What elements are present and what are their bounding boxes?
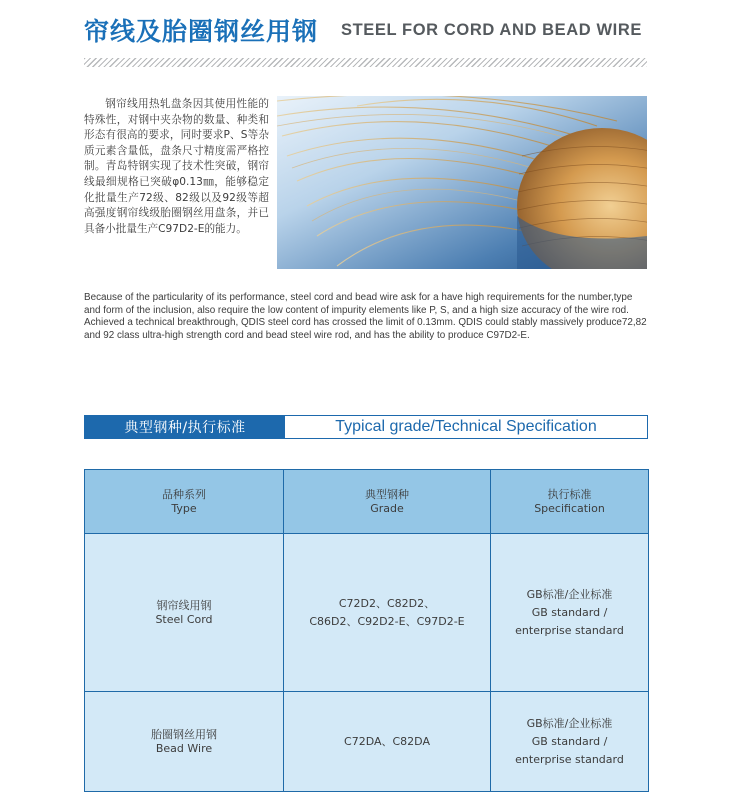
header-spec <box>491 470 649 534</box>
spec-line: GB standard / <box>531 734 608 748</box>
page-title-en: STEEL FOR CORD AND BEAD WIRE <box>341 21 642 39</box>
spec-cell <box>491 534 649 692</box>
grade-cell <box>284 692 491 792</box>
header-type <box>85 470 284 534</box>
header-grade-en: Grade <box>370 501 404 515</box>
header-grade <box>284 470 491 534</box>
grade-spec-table <box>84 469 649 792</box>
type-zh: 胎圈钢丝用钢 <box>151 727 217 741</box>
spec-line: enterprise standard <box>515 623 624 637</box>
section-heading-bar <box>84 415 648 439</box>
table-row <box>85 692 649 792</box>
grade-line: C86D2、C92D2-E、C97D2-E <box>309 614 465 628</box>
spec-line: GB标准/企业标准 <box>526 716 613 730</box>
header-spec-en: Specification <box>534 501 605 515</box>
grade-line: C72DA、C82DA <box>344 734 430 748</box>
type-en: Steel Cord <box>155 612 213 626</box>
grade-line: C72D2、C82D2、 <box>338 596 436 610</box>
spec-cell <box>491 692 649 792</box>
table-header-row <box>85 470 649 534</box>
spec-line: GB standard / <box>531 605 608 619</box>
table-row <box>85 534 649 692</box>
steel-wire-coil-photo <box>277 96 647 269</box>
type-cell <box>85 534 284 692</box>
hatched-divider <box>84 58 647 67</box>
spec-line: GB标准/企业标准 <box>526 587 613 601</box>
section-heading-zh: 典型钢种/执行标准 <box>85 416 285 438</box>
spec-line: enterprise standard <box>515 752 624 766</box>
intro-text-en: Because of the particularity of its performance, steel cord and bead wire ask for a have high requirements for the number,type and form of the inclusion, also require the low content of impurity elements like P, S, and a high size accuracy of the wire rod. Achieved a technical breakthrough, QDIS steel cord has crossed the limit of 0.13mm. QDIS could stably massively produce72,82 and 92 class ultra-high strength cord and bead steel wire rod, and has the ability to produce C97D2-E. <box>84 292 647 342</box>
type-en: Bead Wire <box>155 741 213 755</box>
header-spec-zh: 执行标准 <box>547 487 592 501</box>
intro-text-zh: 钢帘线用热轧盘条因其使用性能的特殊性，对钢中夹杂物的数量、种类和形态有很高的要求，同时要求P、S等杂质元素含量低，盘条尺寸精度需严格控制。青岛特钢实现了技术性突破，钢帘线最细规格已突破φ0.13㎜，能够稳定化批量生产72级、82级以及92级等超高强度钢帘线级胎圈钢丝用盘条，并已具备小批量生产C97D2-E的能力。 <box>84 98 269 235</box>
header-grade-zh: 典型钢种 <box>365 487 409 501</box>
header-type-zh: 品种系列 <box>162 487 206 501</box>
type-zh: 钢帘线用钢 <box>156 598 212 612</box>
section-heading-en: Typical grade/Technical Specification <box>335 418 597 435</box>
header-type-en: Type <box>171 501 197 515</box>
page-title-zh: 帘线及胎圈钢丝用钢 <box>84 17 319 46</box>
type-cell <box>85 692 284 792</box>
grade-cell <box>284 534 491 692</box>
